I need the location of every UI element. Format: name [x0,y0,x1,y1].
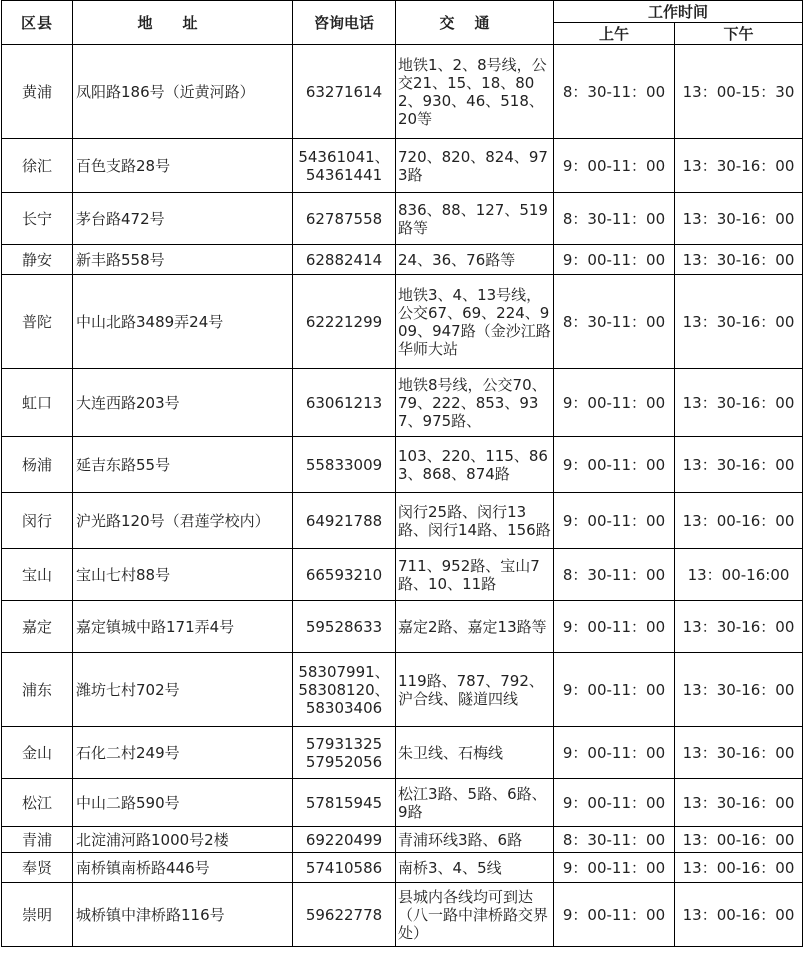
district-cell: 闵行 [2,493,73,549]
phone-cell [293,827,396,853]
table-row [2,493,803,549]
phone-number: 59528633 [305,617,383,636]
morning-hours-cell: 9：00-11：00 [554,493,675,549]
phone-cell [293,779,396,827]
afternoon-hours-cell: 13：30-16：00 [675,779,803,827]
phone-number: 59622778 [305,905,383,924]
district-cell: 嘉定 [2,601,73,653]
morning-hours-cell: 9：00-11：00 [554,369,675,437]
table-row [2,779,803,827]
afternoon-hours-cell: 13：00-15：30 [675,45,803,139]
afternoon-hours-cell: 13：30-16：00 [675,727,803,779]
phone-cell [293,437,396,493]
morning-hours-cell: 9：00-11：00 [554,883,675,947]
transport-cell: 闵行25路、闵行13路、闵行14路、156路 [396,493,554,549]
afternoon-hours-cell: 13：30-16：00 [675,245,803,275]
header-afternoon: 下午 [675,23,803,45]
address-cell: 潍坊七村702号 [73,653,293,727]
afternoon-hours-cell: 13：30-16：00 [675,193,803,245]
district-cell: 青浦 [2,827,73,853]
phone-cell [293,601,396,653]
table-row [2,827,803,853]
district-cell: 金山 [2,727,73,779]
table-row [2,45,803,139]
table-row [2,193,803,245]
district-cell: 虹口 [2,369,73,437]
district-cell: 松江 [2,779,73,827]
transport-cell: 县城内各线均可到达（八一路中津桥路交界处） [396,883,554,947]
transport-cell: 119路、787、792、沪合线、隧道四线 [396,653,554,727]
afternoon-hours-cell: 13：30-16：00 [675,139,803,193]
phone-number: 63061213 [305,393,383,412]
afternoon-hours-cell: 13：30-16：00 [675,437,803,493]
morning-hours-cell: 9：00-11：00 [554,245,675,275]
table-row [2,369,803,437]
district-cell: 徐汇 [2,139,73,193]
transport-cell: 836、88、127、519路等 [396,193,554,245]
afternoon-hours-cell: 13：30-16：00 [675,653,803,727]
morning-hours-cell: 8：30-11：00 [554,193,675,245]
afternoon-hours-cell: 13：30-16：00 [675,369,803,437]
phone-number: 55833009 [305,455,383,474]
afternoon-hours-cell: 13：00-16:00 [675,549,803,601]
afternoon-hours-cell: 13：30-16：00 [675,601,803,653]
morning-hours-cell: 8：30-11：00 [554,827,675,853]
phone-number: 58307991、 [298,662,390,681]
address-cell: 新丰路558号 [73,245,293,275]
address-cell: 凤阳路186号（近黄河路） [73,45,293,139]
afternoon-hours-cell: 13：00-16：00 [675,883,803,947]
district-cell: 宝山 [2,549,73,601]
header-work-hours: 工作时间 [554,1,803,23]
address-cell: 南桥镇南桥路446号 [73,853,293,883]
morning-hours-cell: 9：00-11：00 [554,779,675,827]
phone-number: 57815945 [305,793,383,812]
transport-cell: 嘉定2路、嘉定13路等 [396,601,554,653]
phone-cell [293,245,396,275]
table-row [2,275,803,369]
phone-number: 58303406 [305,698,383,717]
phone-number: 57931325 [305,734,383,753]
phone-number: 62882414 [305,250,383,269]
district-cell: 崇明 [2,883,73,947]
table-row [2,853,803,883]
address-cell: 北淀浦河路1000号2楼 [73,827,293,853]
transport-cell: 711、952路、宝山7路、10、11路 [396,549,554,601]
header-address: 地址 [73,1,293,45]
table-row [2,727,803,779]
morning-hours-cell: 9：00-11：00 [554,727,675,779]
district-cell: 黄浦 [2,45,73,139]
district-cell: 长宁 [2,193,73,245]
phone-cell [293,549,396,601]
afternoon-hours-cell: 13：00-16：00 [675,827,803,853]
morning-hours-cell: 9：00-11：00 [554,853,675,883]
transport-cell: 地铁3、4、13号线，公交67、69、224、909、947路（金沙江路 华师大站 [396,275,554,369]
address-cell: 茅台路472号 [73,193,293,245]
header-phone: 咨询电话 [293,1,396,45]
phone-cell [293,275,396,369]
table-row [2,139,803,193]
header-transport: 交通 [396,1,554,45]
phone-number: 64921788 [305,511,383,530]
transport-cell: 103、220、115、863、868、874路 [396,437,554,493]
address-cell: 城桥镇中津桥路116号 [73,883,293,947]
consultation-sites-table [1,0,803,947]
phone-cell [293,139,396,193]
morning-hours-cell: 9：00-11：00 [554,601,675,653]
transport-cell: 地铁8号线，公交70、79、222、853、937、975路、 [396,369,554,437]
morning-hours-cell: 8：30-11：00 [554,275,675,369]
phone-cell [293,493,396,549]
transport-cell: 24、36、76路等 [396,245,554,275]
phone-cell [293,883,396,947]
morning-hours-cell: 9：00-11：00 [554,437,675,493]
table-row [2,245,803,275]
morning-hours-cell: 8：30-11：00 [554,549,675,601]
phone-cell [293,45,396,139]
phone-cell [293,193,396,245]
phone-number: 66593210 [305,565,383,584]
table-row [2,437,803,493]
phone-cell [293,727,396,779]
table-row [2,653,803,727]
address-cell: 宝山七村88号 [73,549,293,601]
phone-number: 63271614 [305,82,383,101]
address-cell: 嘉定镇城中路171弄4号 [73,601,293,653]
phone-cell [293,369,396,437]
address-cell: 大连西路203号 [73,369,293,437]
afternoon-hours-cell: 13：30-16：00 [675,275,803,369]
address-cell: 沪光路120号（君莲学校内） [73,493,293,549]
district-cell: 静安 [2,245,73,275]
address-cell: 百色支路28号 [73,139,293,193]
phone-number: 54361441 [305,165,383,184]
table-row [2,601,803,653]
phone-number: 69220499 [305,830,383,849]
district-cell: 浦东 [2,653,73,727]
transport-cell: 720、820、824、973路 [396,139,554,193]
table-row [2,883,803,947]
afternoon-hours-cell: 13：00-16：00 [675,853,803,883]
phone-number: 54361041、 [298,147,390,166]
phone-number: 58308120、 [298,680,390,699]
morning-hours-cell: 9：00-11：00 [554,653,675,727]
address-cell: 中山二路590号 [73,779,293,827]
phone-number: 57410586 [305,858,383,877]
transport-cell: 朱卫线、石梅线 [396,727,554,779]
header-district: 区县 [2,1,73,45]
district-cell: 普陀 [2,275,73,369]
address-cell: 延吉东路55号 [73,437,293,493]
afternoon-hours-cell: 13：00-16：00 [675,493,803,549]
transport-cell: 南桥3、4、5线 [396,853,554,883]
address-cell: 石化二村249号 [73,727,293,779]
header-morning: 上午 [554,23,675,45]
phone-number: 62787558 [305,209,383,228]
table-row [2,549,803,601]
transport-cell: 青浦环线3路、6路 [396,827,554,853]
morning-hours-cell: 9：00-11：00 [554,139,675,193]
district-cell: 杨浦 [2,437,73,493]
transport-cell: 地铁1、2、8号线，公交21、15、18、802、930、46、518、20等 [396,45,554,139]
phone-cell [293,853,396,883]
morning-hours-cell: 8：30-11：00 [554,45,675,139]
phone-cell [293,653,396,727]
district-cell: 奉贤 [2,853,73,883]
phone-number: 62221299 [305,312,383,331]
phone-number: 57952056 [305,752,383,771]
address-cell: 中山北路3489弄24号 [73,275,293,369]
transport-cell: 松江3路、5路、6路、9路 [396,779,554,827]
